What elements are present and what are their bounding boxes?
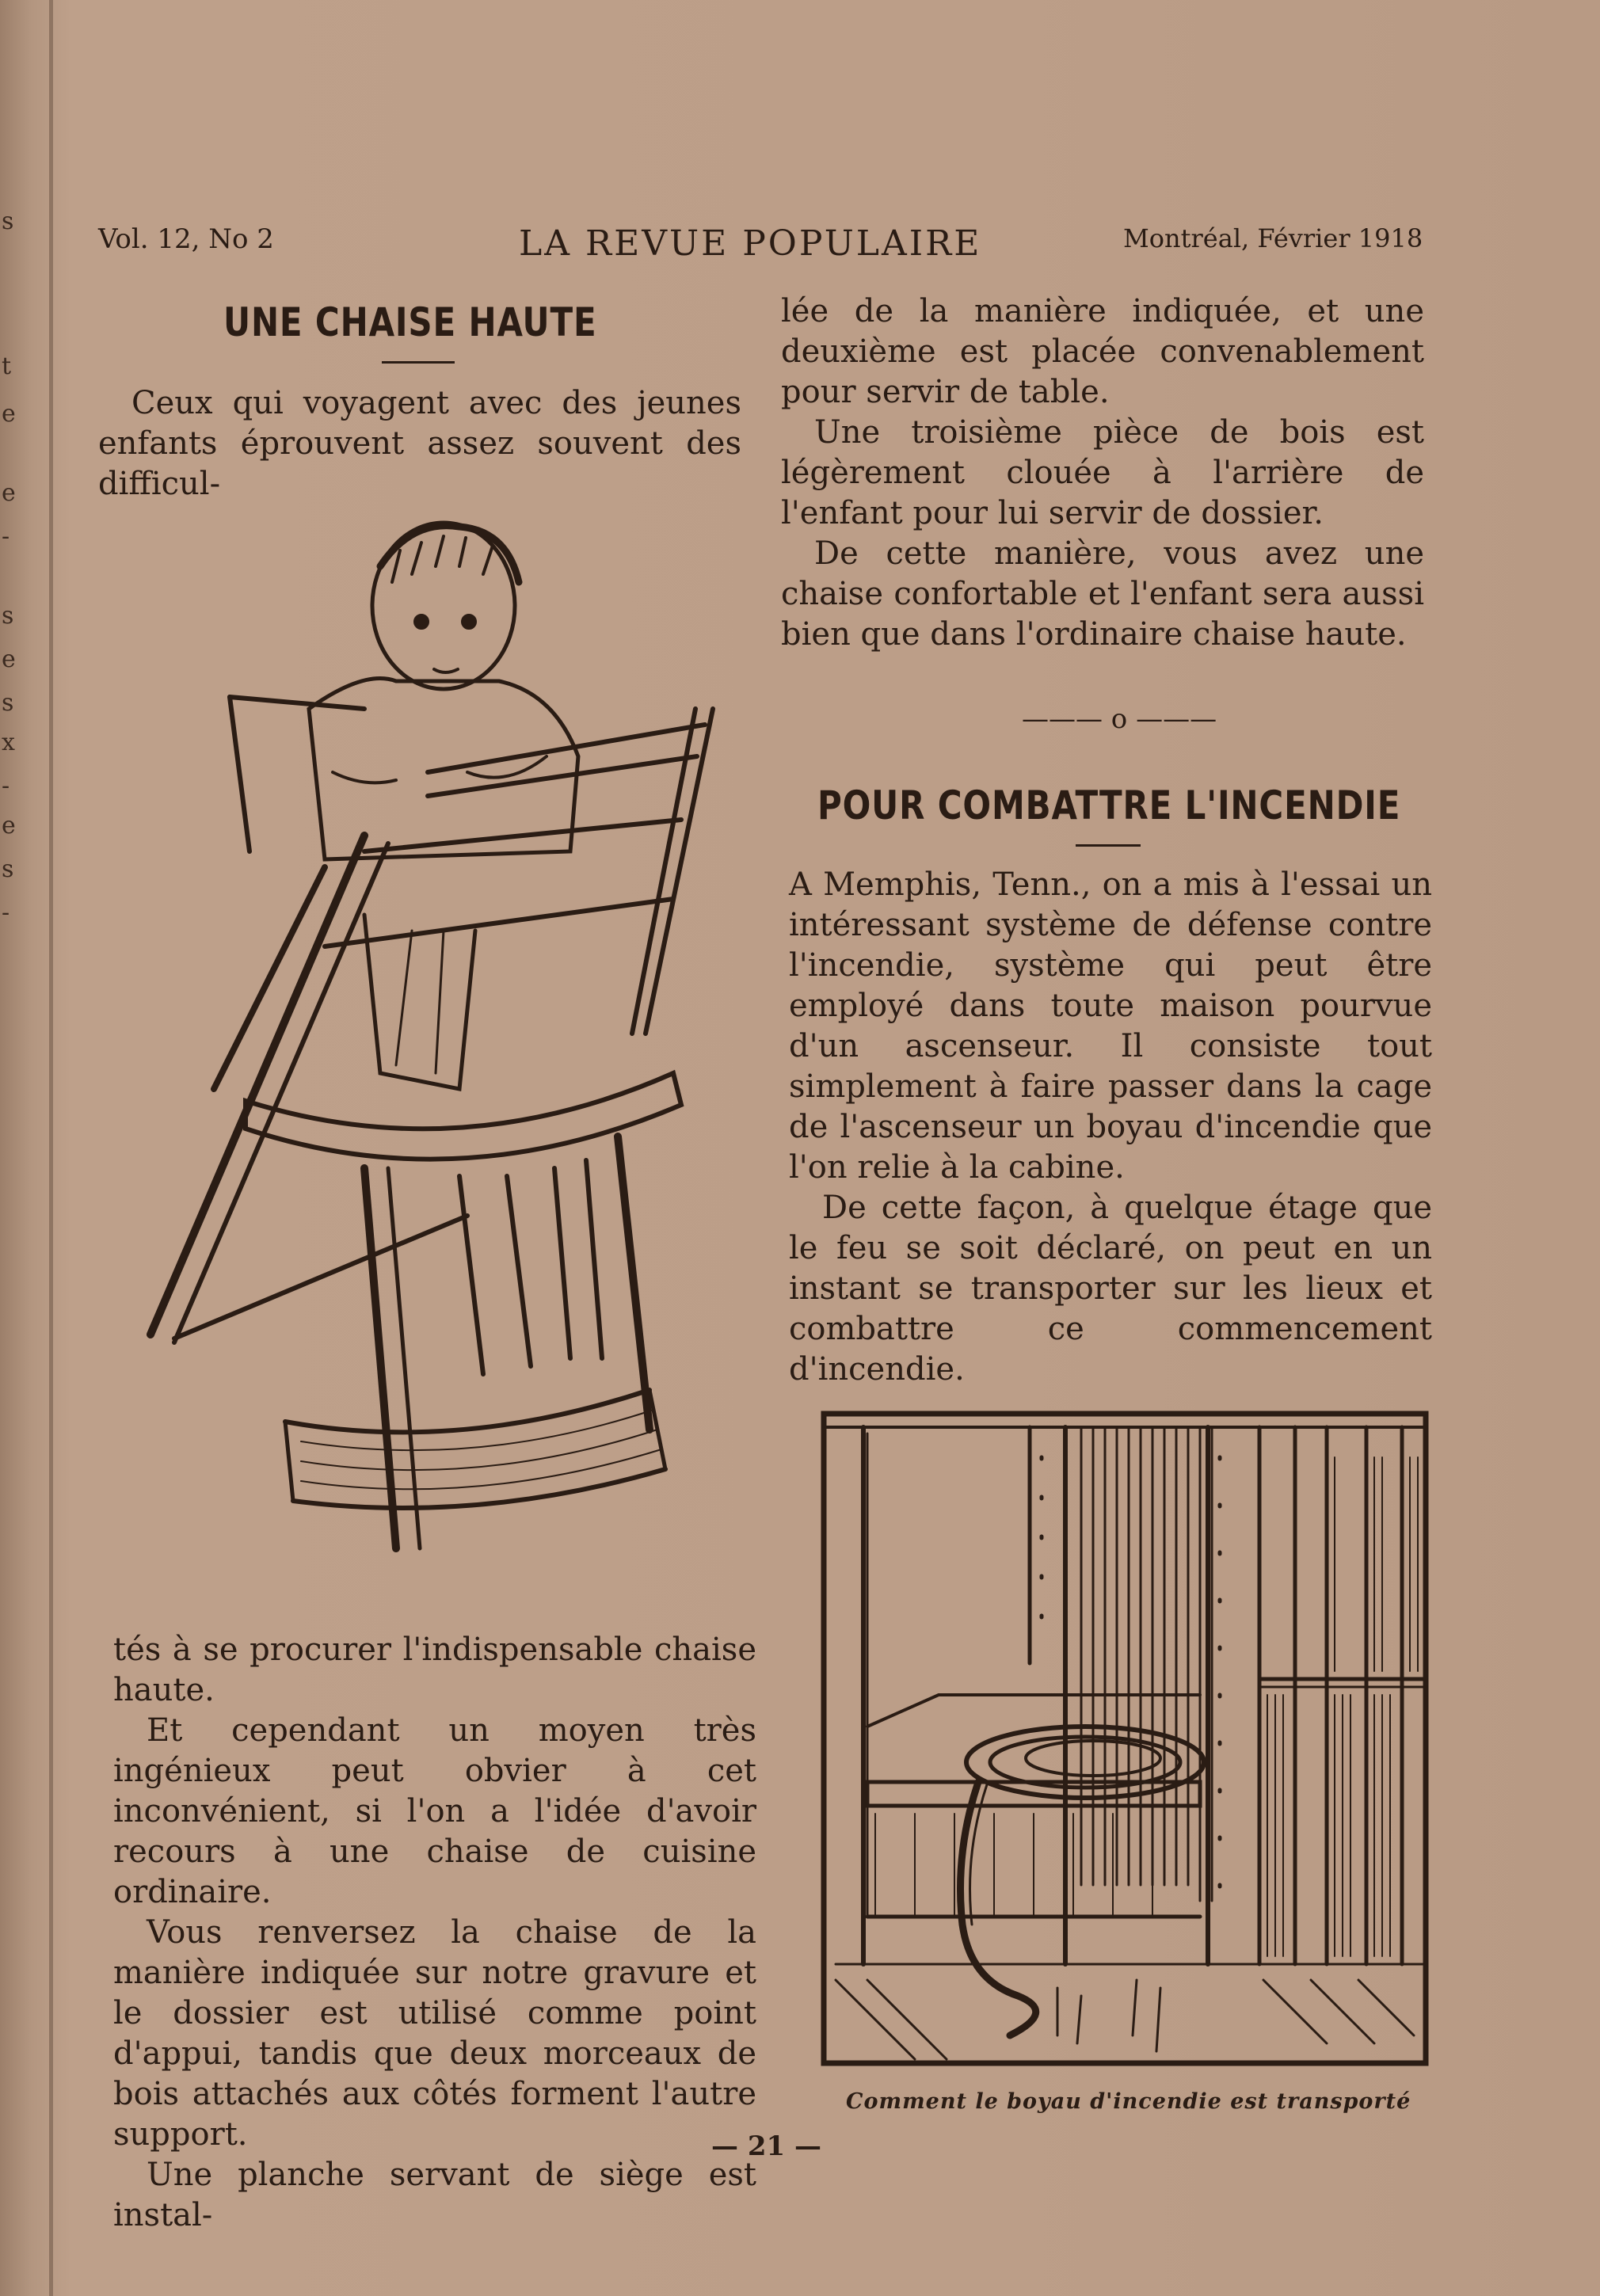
elevator-hose-illustration xyxy=(820,1410,1434,2083)
binding-gutter xyxy=(49,0,53,2296)
paragraph: Vous renversez la chaise de la manière indiquée sur notre gravure et le dossier est utilisé comme point d'appui, tandis que deux morceaux de bois attachés aux côtés forment l'autre support. xyxy=(113,1914,756,2153)
paragraph: tés à se procurer l'indispensable chaise haute. xyxy=(113,1632,756,1708)
paragraph: De cette façon, à quelque étage que le feu se soit déclaré, on peut en un instant se transporter sur les lieux et combattre ce commencement d'incendie. xyxy=(789,1190,1432,1388)
margin-fragment: s xyxy=(2,602,14,630)
margin-fragment: s xyxy=(2,855,14,883)
margin-fragment: e xyxy=(2,812,16,840)
page-number: — 21 — xyxy=(711,2130,821,2162)
illustration-caption: Comment le boyau d'incendie est transporté xyxy=(846,2089,1411,2114)
margin-fragment: t xyxy=(2,352,12,380)
article1-column2 xyxy=(781,291,1424,655)
margin-fragment: e xyxy=(2,645,16,673)
issue-date: Montréal, Février 1918 xyxy=(1123,223,1423,253)
paragraph: Et cependant un moyen très ingénieux peut obvier à cet inconvénient, si l'on a l'idée d'avoir recours à une chaise de cuisine ordinaire. xyxy=(113,1712,756,1910)
paragraph: Une planche servant de siège est instal- xyxy=(113,2157,756,2233)
paragraph: De cette manière, vous avez une chaise confortable et l'enfant sera aussi bien que dans l'ordinaire chaise haute. xyxy=(781,535,1424,653)
high-chair-illustration xyxy=(127,519,737,1572)
article1-intro xyxy=(98,383,741,505)
article2-body xyxy=(789,865,1432,1390)
margin-fragment: e xyxy=(2,400,16,428)
paragraph: A Memphis, Tenn., on a mis à l'essai un intéressant système de défense contre l'incendie, système qui peut être employé dans toute maison pourvue d'un ascenseur. Il consiste tout simplement à faire passer dans la cage de l'ascenseur un boyau d'incendie que l'on relie à la cabine. xyxy=(789,866,1432,1186)
article-title-chaise-haute: UNE CHAISE HAUTE xyxy=(223,299,597,345)
title-rule xyxy=(1076,844,1141,847)
paragraph: lée de la manière indiquée, et une deuxième est placée convenablement pour servir de table. xyxy=(781,293,1424,410)
article-title-incendie: POUR COMBATTRE L'INCENDIE xyxy=(817,782,1401,828)
margin-fragment: - xyxy=(2,772,10,800)
paragraph: Une troisième pièce de bois est légèrement clouée à l'arrière de l'enfant pour lui servir de dossier. xyxy=(781,414,1424,531)
margin-fragment: e xyxy=(2,479,16,507)
title-rule xyxy=(382,361,455,364)
volume-number: Vol. 12, No 2 xyxy=(98,223,274,255)
margin-fragment: s xyxy=(2,208,14,235)
section-separator: ——— o ——— xyxy=(1022,703,1217,735)
margin-fragment: - xyxy=(2,899,10,927)
margin-fragment: - xyxy=(2,523,10,550)
margin-fragment: x xyxy=(2,729,15,756)
magazine-title: LA REVUE POPULAIRE xyxy=(519,223,982,264)
margin-fragment: s xyxy=(2,689,14,717)
paragraph: Ceux qui voyagent avec des jeunes enfants éprouvent assez souvent des difficul- xyxy=(98,385,741,502)
article1-continued xyxy=(113,1630,756,2236)
